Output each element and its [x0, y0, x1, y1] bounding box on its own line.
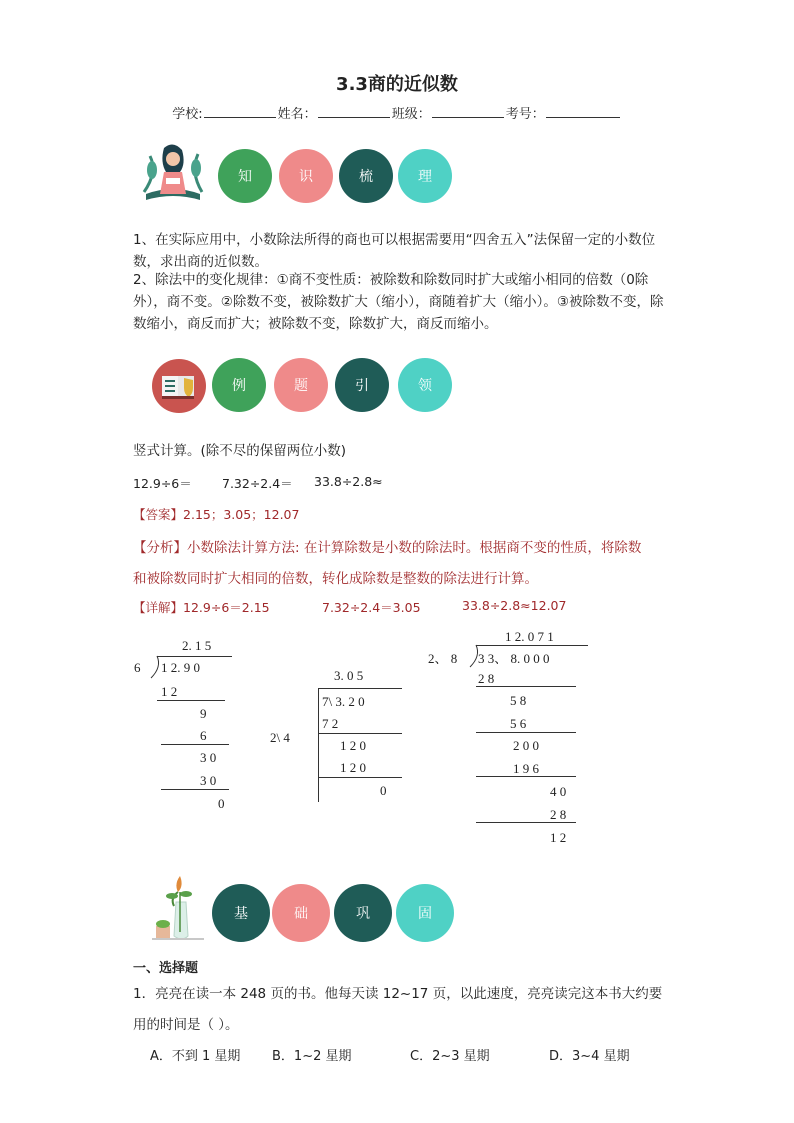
div1-row-1: 1 2: [161, 684, 178, 699]
badge-zhi: 知: [218, 149, 272, 203]
badge-ji: 基: [212, 884, 270, 942]
knowledge-point-1: 1、在实际应用中，小数除法所得的商也可以根据需要用“四舍五入”法保留一定的小数位数，求出商的近似数。: [133, 232, 656, 270]
div2-dividend: 7\ 3. 2 0: [322, 694, 365, 709]
detail-item-2: 7.32÷2.4＝3.05: [322, 600, 421, 615]
div3-row-3: 5 6: [510, 716, 527, 731]
badge-yin: 引: [335, 358, 389, 412]
question-1-line-1: 1．亮亮在读一本 248 页的书。他每天读 12~17 页，以此速度，亮亮读完这本书大约要: [133, 986, 663, 1002]
analysis-text-1: 小数除法计算方法: 在计算除数是小数的除法时。根据商不变的性质，将除数: [187, 540, 642, 556]
div2-line-1: [318, 733, 402, 734]
expr-1: 12.9÷6＝: [133, 476, 192, 491]
option-b[interactable]: B．1~2 星期: [272, 1049, 352, 1064]
name-blank: [318, 105, 390, 118]
option-d[interactable]: D．3~4 星期: [549, 1049, 630, 1064]
div1-quotient: 2. 1 5: [182, 638, 212, 653]
exam-no-label: 考号：: [505, 107, 545, 122]
detail-line: [133, 598, 270, 616]
div3-line-4: [476, 822, 576, 823]
div3-divisor: 2、 8: [428, 651, 458, 666]
book-shield-icon: [151, 358, 207, 414]
div1-line-2: [161, 744, 229, 745]
div2-row-2: 1 2 0: [340, 738, 366, 753]
div3-dividend: 3 3、 8. 0 0 0: [478, 651, 550, 666]
name-label: 姓名：: [277, 107, 317, 122]
expr-2: 7.32÷2.4＝: [222, 476, 293, 491]
expr-3: 33.8÷2.8≈: [314, 474, 383, 489]
reading-woman-icon: [140, 142, 206, 208]
div3-row-7: 2 8: [550, 807, 567, 822]
div3-row-1: 2 8: [478, 671, 495, 686]
div3-row-5: 1 9 6: [513, 761, 539, 776]
answer-line: [133, 505, 299, 523]
badge-li: 理: [398, 149, 452, 203]
div1-row-4: 3 0: [200, 750, 217, 765]
badge-chu: 础: [272, 884, 330, 942]
plant-vase-icon: [152, 872, 206, 944]
class-blank: [432, 105, 504, 118]
analysis-line-2: 和被除数同时扩大相同的倍数，转化成除数是整数的除法进行计算。: [133, 571, 538, 587]
div3-row-8: 1 2: [550, 830, 567, 845]
div3-quotient: 1 2. 0 7 1: [505, 629, 554, 644]
page-title: 3.3商的近似数: [336, 74, 458, 95]
div3-row-6: 4 0: [550, 784, 567, 799]
detail-tag: 【详解】: [133, 600, 184, 615]
div1-dividend: 1 2. 9 0: [161, 660, 200, 675]
badge-gu: 固: [396, 884, 454, 942]
exam-no-blank: [546, 105, 620, 118]
div2-bracket-side: [318, 688, 319, 802]
example-question: 竖式计算。(除不尽的保留两位小数): [133, 443, 347, 459]
badge-gong: 巩: [334, 884, 392, 942]
div1-row-6: 0: [218, 796, 225, 811]
div2-quotient: 3. 0 5: [334, 668, 364, 683]
badge-shi: 识: [279, 149, 333, 203]
div2-divisor: 2\ 4: [270, 730, 290, 745]
div1-bracket-top: [157, 656, 232, 657]
div2-bracket-top: [318, 688, 402, 689]
div1-line-3: [161, 789, 229, 790]
div3-line-2: [476, 732, 576, 733]
badge-shu: 梳: [339, 149, 393, 203]
section-heading-choice: 一、选择题: [133, 961, 199, 976]
div3-bracket-top: [476, 645, 588, 646]
option-a[interactable]: A．不到 1 星期: [150, 1049, 241, 1064]
question-1-line-2: 用的时间是（ ）。: [133, 1017, 239, 1033]
detail-item-3: 33.8÷2.8≈12.07: [462, 598, 567, 613]
detail-item-1: 12.9÷6＝2.15: [183, 600, 270, 615]
school-label: 学校:: [172, 107, 203, 122]
div3-row-2: 5 8: [510, 693, 527, 708]
div3-line-3: [476, 776, 576, 777]
div1-divisor: 6: [134, 660, 141, 675]
student-info-line: [0, 103, 794, 122]
badge-ti: 题: [274, 358, 328, 412]
option-c[interactable]: C．2~3 星期: [410, 1049, 490, 1064]
answer-text: 2.15；3.05；12.07: [183, 507, 300, 522]
analysis-tag: 【分析】: [133, 540, 187, 556]
badge-li-example: 例: [212, 358, 266, 412]
div1-bracket-curve: [150, 656, 160, 678]
div3-row-4: 2 0 0: [513, 738, 539, 753]
school-blank: [204, 105, 276, 118]
div2-line-2: [318, 777, 402, 778]
answer-tag: 【答案】: [133, 507, 184, 522]
div3-line-1: [476, 686, 576, 687]
analysis-line-1: [133, 536, 641, 556]
div1-row-3: 6: [200, 728, 207, 743]
knowledge-point-2: 2、除法中的变化规律：①商不变性质：被除数和除数同时扩大或缩小相同的倍数（0除外），商不变。②除数不变，被除数扩大（缩小），商随着扩大（缩小）。③被除数不变，除数缩小，商反而扩大；被除数不变，除数扩大，商反而缩小。: [133, 272, 664, 332]
div2-row-1: 7 2: [322, 716, 339, 731]
class-label: 班级：: [391, 107, 431, 122]
div1-row-5: 3 0: [200, 773, 217, 788]
div1-row-2: 9: [200, 706, 207, 721]
div2-row-3: 1 2 0: [340, 760, 366, 775]
div2-row-4: 0: [380, 783, 387, 798]
div1-line-1: [157, 700, 225, 701]
badge-ling: 领: [398, 358, 452, 412]
